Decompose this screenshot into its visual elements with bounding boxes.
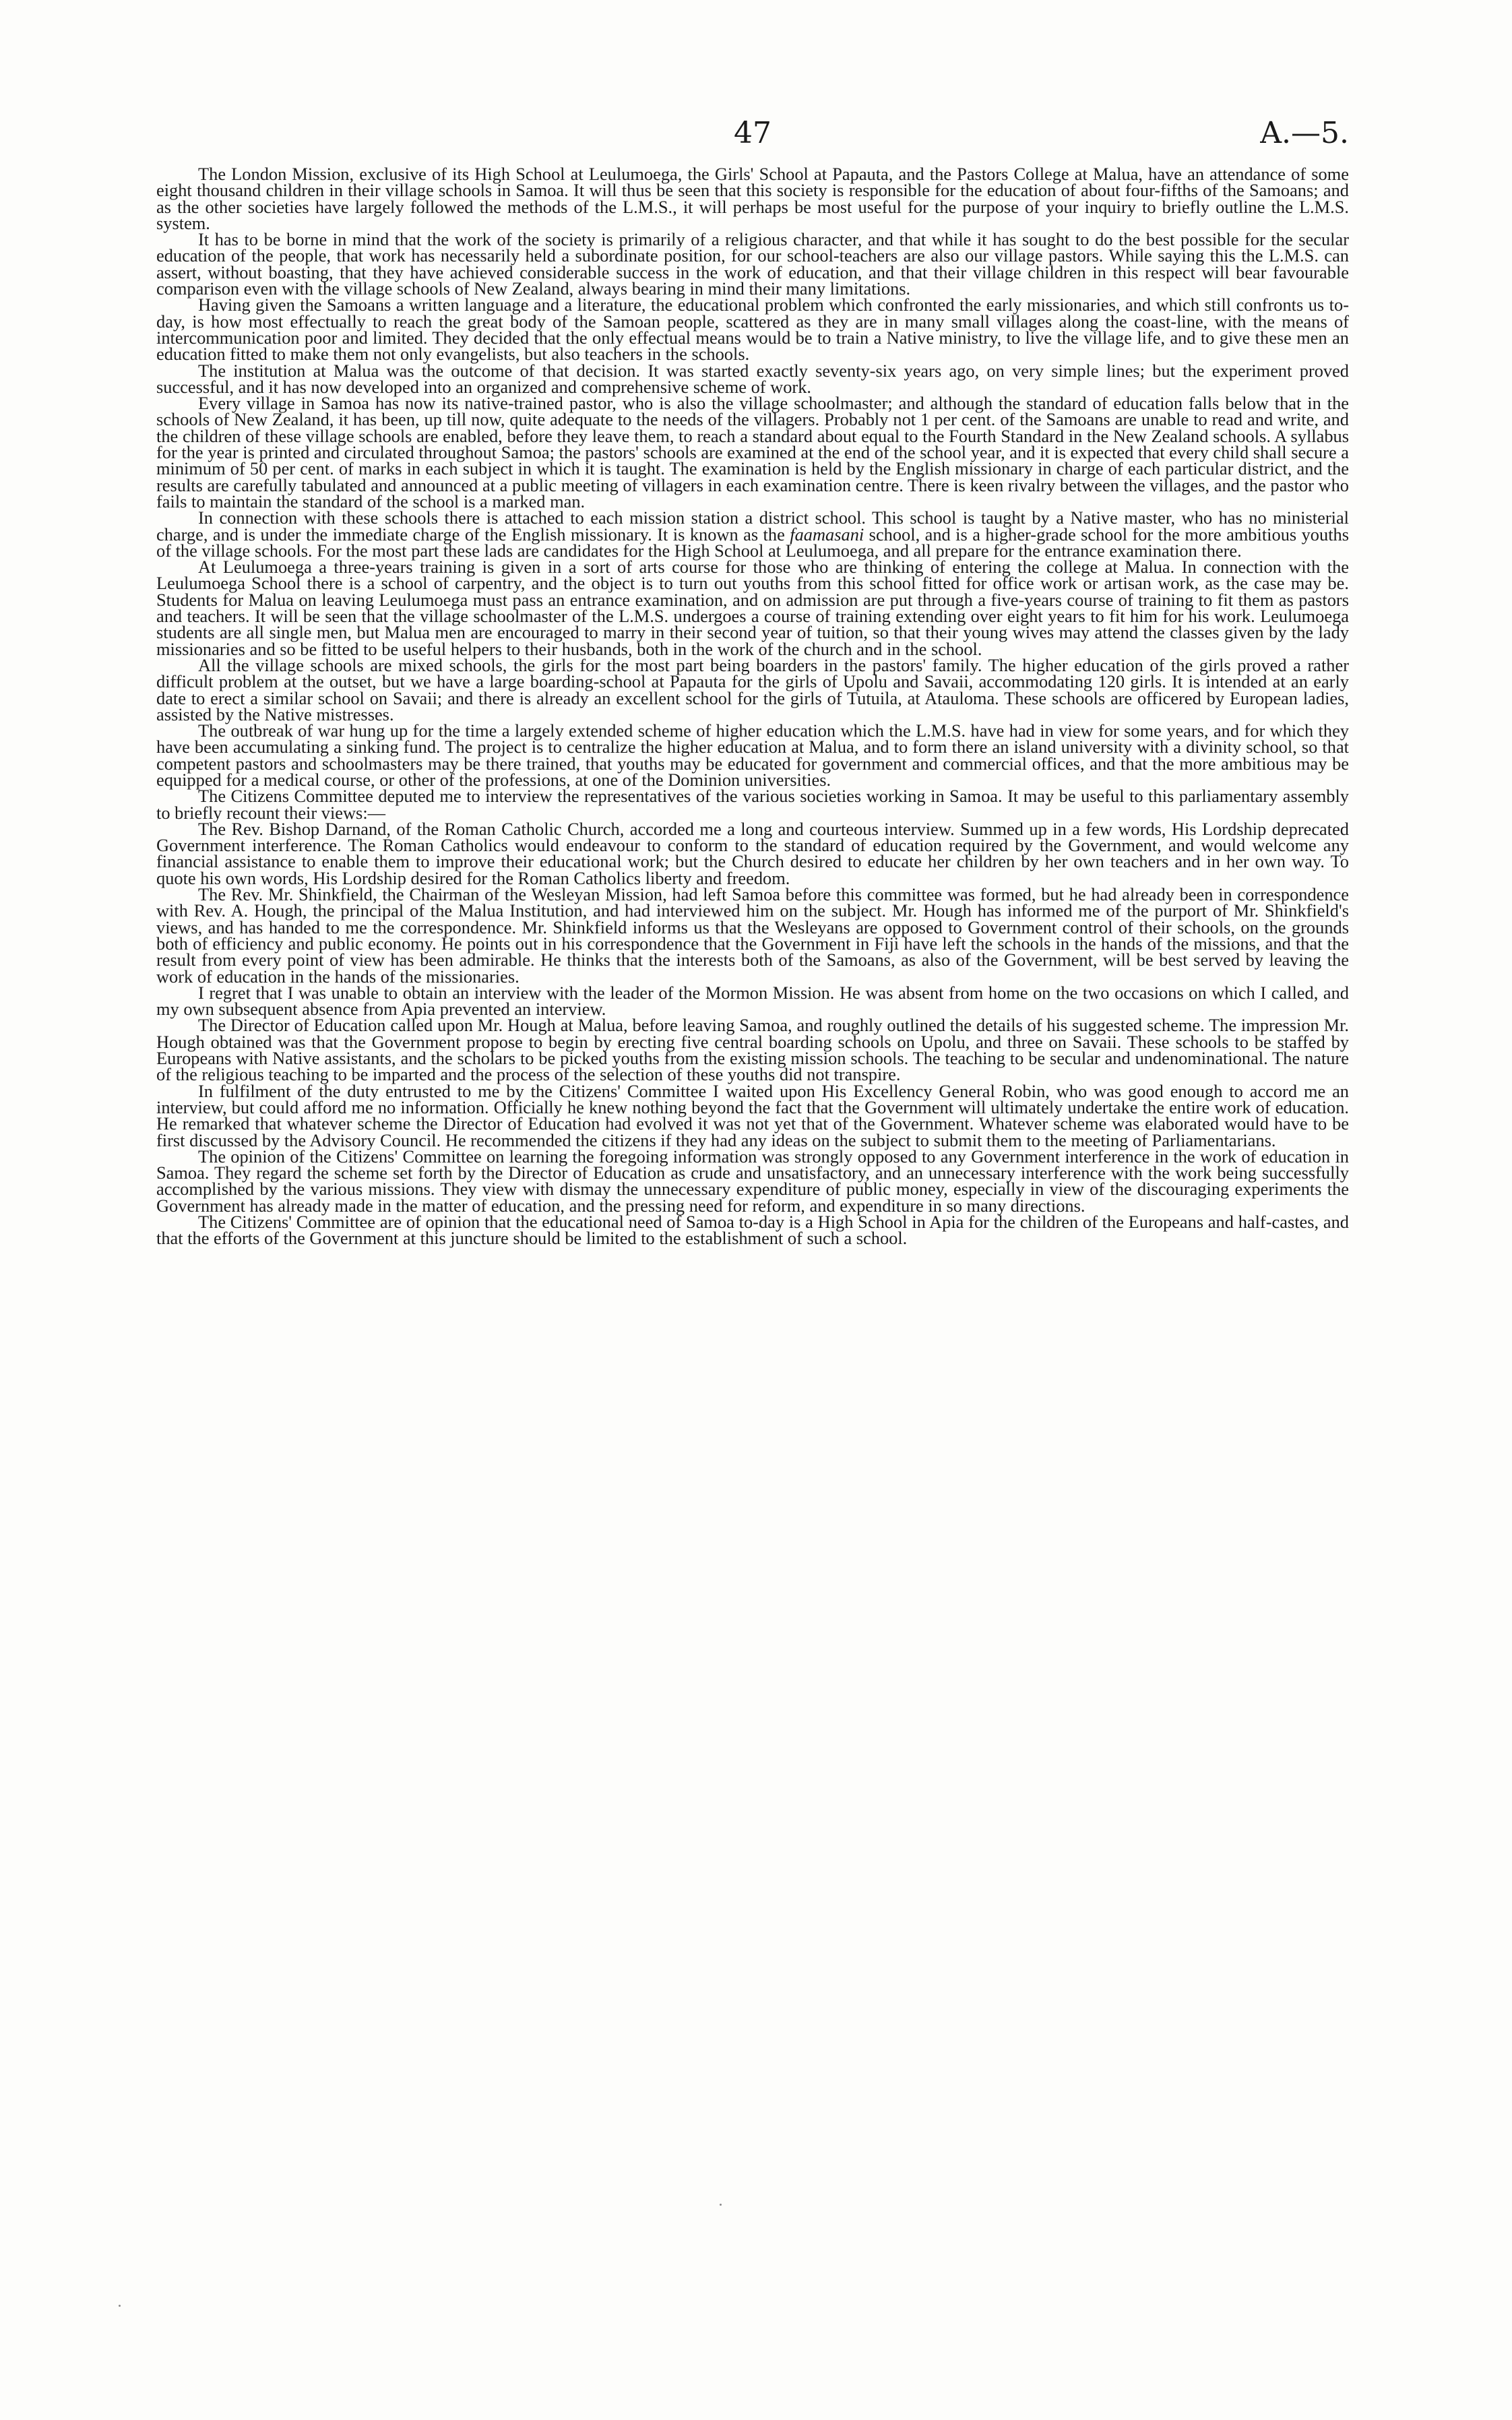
paragraph-malua-institution: The institution at Malua was the outcome of that decision. It was started exactly seventy-six years ago, on very simple lines; but the experiment proved successful, and it has now developed into an organized and comprehensive scheme of work.	[156, 360, 1349, 397]
scan-speck	[720, 2204, 722, 2206]
paragraph-village-pastor: Every village in Samoa has now its native-trained pastor, who is also the village schoolmaster; and although the standard of education falls below that in the schools of New Zealand, it has been, up till now, quite adequate to the needs of the villagers. Probably not 1 per cent. of the Samoans are unable to read and write, and the children of these village schools are enabled, before they leave them, to reach a standard about equal to the Fourth Standard in the New Zealand schools. A syllabus for the year is printed and circulated throughout Samoa; the pastors' schools are examined at the end of the school year, and it is expected that every child shall secure a minimum of 50 per cent. of marks in each subject in which it is taught. The examination is held by the English missionary in charge of each particular district, and the results are carefully tabulated and announced at a public meeting of villagers in each examination centre. There is keen rivalry between the villages, and the pastor who fails to maintain the standard of the school is a marked man.	[156, 393, 1349, 511]
paragraph-educational-problem: Having given the Samoans a written language and a literature, the educational problem which confronted the early missionaries, and which still confronts us to-day, is how most effectually to reach the great body of the Samoan people, scattered as they are in many small villages along the coast-line, with the means of intercommunication poor and limited. They decided that the only effectual means would be to train a Native ministry, to live the village life, and to give these men an education fitted to make them not only evangelists, but also teachers in the schools.	[156, 294, 1349, 365]
paragraph-general-robin: In fulfilment of the duty entrusted to me by the Citizens' Committee I waited upon His Excellency General Robin, who was good enough to accord me an interview, but could afford me no information. Officially he knew nothing beyond the fact that the Government will ultimately undertake the entire work of education. He remarked that whatever scheme the Director of Education had evolved it was not yet that of the Government. Whatever scheme was elaborated would have to be first discussed by the Advisory Council. He recommended the citizens if they had any ideas on the subject to submit them to the meeting of Parliamentarians.	[156, 1080, 1349, 1150]
paragraph-shinkfield: The Rev. Mr. Shinkfield, the Chairman of the Wesleyan Mission, had left Samoa before this committee was formed, but he had already been in correspondence with Rev. A. Hough, the principal of the Malua Institution, and had interviewed him on the subject. Mr. Hough has informed me of the purport of Mr. Shinkfield's views, and has handed to me the correspondence. Mr. Shinkfield informs us that the Wesleyans are opposed to Government control of their schools, on the grounds both of efficiency and public economy. He points out in his correspondence that the Government in Fiji have left the schools in the hands of the missions, and that the result from every point of view has been admirable. He thinks that the interests both of the Samoans, as also of the Government, will be best served by leaving the work of education in the hands of the missionaries.	[156, 884, 1349, 987]
paragraph-religious-character: It has to be borne in mind that the work of the society is primarily of a religious character, and that while it has sought to do the best possible for the secular education of the people, that work has necessarily held a subordinate position, for our school-teachers are also our village pastors. While saying this the L.M.S. can assert, without boasting, that they have achieved considerable success in the work of education, and that their village children in this respect will bear favourable comparison even with the village schools of New Zealand, always bearing in mind their many limitations.	[156, 229, 1349, 299]
paragraph-committee-opinion: The opinion of the Citizens' Committee on learning the foregoing information was strongly opposed to any Government interference in the work of education in Samoa. They regard the scheme set forth by the Director of Education as crude and unsatisfactory, and an unnecessary interference with the work being successfully accomplished by the various missions. They view with dismay the unnecessary expenditure of public money, especially in view of the discouraging experiments the Government has already made in the matter of education, and the pressing need for reform, and expenditure in so many directions.	[156, 1146, 1349, 1216]
paragraph-mormon-mission: I regret that I was unable to obtain an interview with the leader of the Mormon Mission. He was absent from home on the two occasions on which I called, and my own subsequent absence from Apia prevented an interview.	[156, 982, 1349, 1020]
paragraph-outbreak-of-war: The outbreak of war hung up for the time a largely extended scheme of higher education which the L.M.S. have had in view for some years, and for which they have been accumulating a sinking fund. The project is to centralize the higher education at Malua, and to form there an island university with a divinity school, so that competent pastors and schoolmasters may be there trained, that youths may be educated for government and commercial offices, and that the more ambitious may be equipped for a medical course, or other of the professions, at one of the Dominion universities.	[156, 720, 1349, 790]
page-number: 47	[734, 116, 771, 150]
page-header	[156, 113, 1349, 154]
document-reference: A.—5.	[1260, 116, 1349, 150]
paragraph-bishop-darnand: The Rev. Bishop Darnand, of the Roman Catholic Church, accorded me a long and courteous interview. Summed up in a few words, His Lordship deprecated Government interference. The Roman Catholics would endeavour to conform to the standard of education required by the Government, and would welcome any financial assistance to enable them to improve their educational work; but the Church desired to educate her children by her own teachers and in her own way. To quote his own words, His Lordship desired for the Roman Catholics liberty and freedom.	[156, 818, 1349, 888]
paragraph-london-mission: The London Mission, exclusive of its High School at Leulumoega, the Girls' School at Papauta, and the Pastors College at Malua, have an attendance of some eight thousand children in their village schools in Samoa. It will thus be seen that this society is responsible for the education of about four-fifths of the Samoans; and as the other societies have largely followed the methods of the L.M.S., it will perhaps be most useful for the purpose of your inquiry to briefly outline the L.M.S. system.	[156, 164, 1349, 233]
paragraph-director-of-education: The Director of Education called upon Mr. Hough at Malua, before leaving Samoa, and roughly outlined the details of his suggested scheme. The impression Mr. Hough obtained was that the Government propose to begin by erecting five central boarding schools on Upolu, and three on Savaii. These schools to be staffed by Europeans with Native assistants, and the scholars to be picked youths from the existing mission schools. The teaching to be secular and undenominational. The nature of the religious teaching to be imparted and the process of the selection of these youths did not transpire.	[156, 1015, 1349, 1085]
body-text	[156, 166, 1349, 1247]
scan-speck	[119, 2305, 121, 2307]
paragraph-mixed-schools: All the village schools are mixed schools, the girls for the most part being boarders in the pastors' family. The higher education of the girls proved a rather difficult problem at the outset, but we have a large boarding-school at Papauta for the girls of Upolu and Savaii, accommodating 120 girls. It is intended at an early date to erect a similar school on Savaii; and there is already an excellent school for the girls of Tutuila, at Atauloma. These schools are officered by European ladies, assisted by the Native mistresses.	[156, 654, 1349, 724]
paragraph-leulumoega: At Leulumoega a three-years training is given in a sort of arts course for those who are thinking of entering the college at Malua. In connection with the Leulumoega School there is a school of carpentry, and the object is to turn out youths from this school fitted for office work or artisan work, as the case may be. Students for Malua on leaving Leulumoega must pass an entrance examination, and on admission are put through a five-years course of training to fit them as pastors and teachers. It will be seen that the village schoolmaster of the L.M.S. undergoes a course of training extending over eight years to fit him for his work. Leulumoega students are all single men, but Malua men are encouraged to marry in their second year of tuition, so that their young wives may attend the classes given by the lady missionaries and so be fitted to be useful helpers to their husbands, both in the work of the church and in the school.	[156, 557, 1349, 659]
paragraph-citizens-committee: The Citizens Committee deputed me to interview the representatives of the various societies working in Samoa. It may be useful to this parliamentary assembly to briefly recount their views:—	[156, 786, 1349, 823]
paragraph-district-school: In connection with these schools there is attached to each mission station a district school. This school is taught by a Native master, who has no ministerial charge, and is under the immediate charge of the English missionary. It is known as the faamasani school, and is a higher-grade school for the more ambitious youths of the village schools. For the most part these lads are candidates for the High School at Leulumoega, and all prepare for the entrance examination there.	[156, 507, 1349, 561]
paragraph-high-school-apia: The Citizens' Committee are of opinion that the educational need of Samoa to-day is a High School in Apia for the children of the Europeans and half-castes, and that the efforts of the Government at this juncture should be limited to the establishment of such a school.	[156, 1212, 1349, 1249]
